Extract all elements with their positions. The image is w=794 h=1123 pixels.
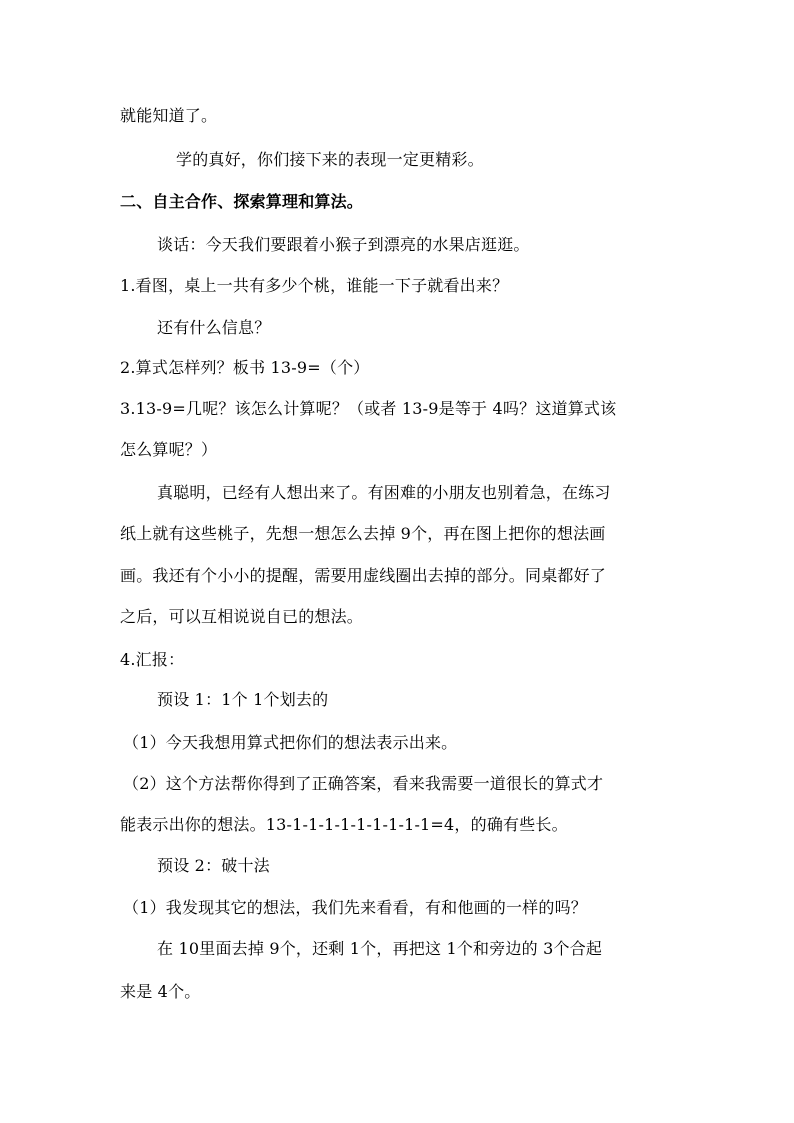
text-line: 画。我还有个小小的提醒，需要用虚线圈出去掉的部分。同桌都好了 [120, 566, 607, 585]
text-line: 来是 4个。 [120, 982, 201, 1001]
text-line: 谈话：今天我们要跟着小猴子到漂亮的水果店逛逛。 [157, 235, 530, 254]
text-line: 预设 2：破十法 [157, 856, 270, 875]
section-heading: 二、自主合作、探索算理和算法。 [120, 192, 364, 211]
text-line: 在 10里面去掉 9个，还剩 1个，再把这 1个和旁边的 3个合起 [157, 939, 603, 958]
text-line: 2.算式怎样列？板书 13-9=（个） [120, 358, 370, 377]
text-line: 纸上就有这些桃子，先想一想怎么去掉 9个，再在图上把你的想法画 [120, 524, 606, 543]
text-line: 还有什么信息？ [157, 318, 271, 337]
text-line: 真聪明，已经有人想出来了。有困难的小朋友也别着急，在练习 [157, 483, 611, 502]
text-line: 之后，可以互相说说自已的想法。 [120, 607, 364, 626]
text-line: （2）这个方法帮你得到了正确答案，看来我需要一道很长的算式才 [123, 774, 604, 793]
text-line: 1.看图，桌上一共有多少个桃，谁能一下子就看出来？ [120, 276, 509, 295]
text-line: 预设 1：1个 1个划去的 [157, 690, 329, 709]
text-line: 能表示出你的想法。13-1-1-1-1-1-1-1-1-1=4，的确有些长。 [120, 815, 568, 834]
text-line: 怎么算呢？） [120, 440, 218, 459]
text-line: （1）我发现其它的想法，我们先来看看，有和他画的一样的吗？ [123, 898, 587, 917]
text-line: 4.汇报： [120, 650, 185, 669]
text-line: 3.13-9=几呢？该怎么计算呢？（或者 13-9是等于 4吗？这道算式该 [120, 399, 617, 418]
text-line: 学的真好，你们接下来的表现一定更精彩。 [176, 150, 484, 169]
text-line: （1）今天我想用算式把你们的想法表示出来。 [123, 733, 458, 752]
text-line: 就能知道了。 [120, 106, 218, 125]
